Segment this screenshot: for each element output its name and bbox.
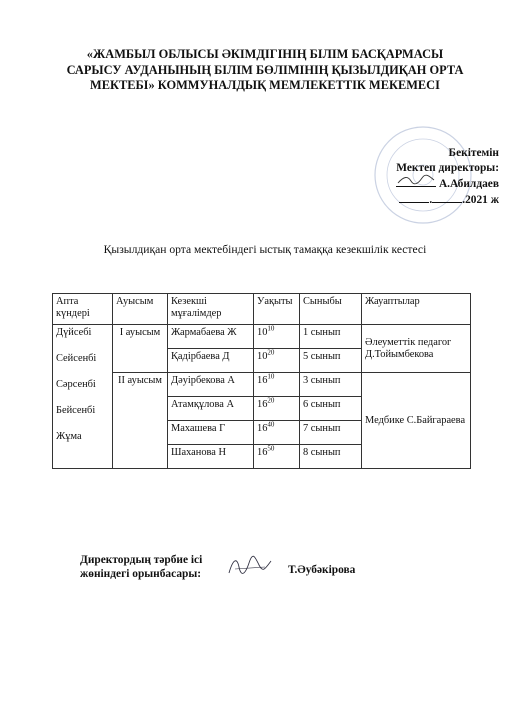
- deputy-line-2: жөніндегі орынбасары:: [80, 568, 202, 580]
- director-name: А.Абилдаев: [438, 178, 499, 190]
- approval-line-2: Мектеп директоры:: [396, 162, 499, 174]
- header-line-2: САРЫСУ АУДАНЫНЫҢ БІЛІМ БӨЛІМІНІҢ ҚЫЗЫЛДИҚАН ОРТА: [66, 62, 464, 77]
- time-cell: $10^{20}$: [254, 349, 300, 373]
- teacher-cell: Қадірбаева Д: [168, 349, 254, 373]
- teacher-cell: Жармабаева Ж: [168, 325, 254, 349]
- approval-date-suffix: .2021 ж: [462, 194, 499, 206]
- table-header-row: [53, 294, 471, 325]
- table-row: [53, 373, 471, 397]
- director-signature: [396, 176, 436, 187]
- day-friday: Жұма: [56, 431, 82, 442]
- approval-date-row: . .2021 ж: [396, 192, 499, 208]
- col-header-responsible: Жауаптылар: [362, 294, 471, 325]
- approval-block: [396, 146, 499, 208]
- col-header-days: Апта күндері: [53, 294, 113, 325]
- time-cell: $16^{20}$: [254, 397, 300, 421]
- day-thursday: Бейсенбі: [56, 405, 96, 416]
- duty-schedule-table: [52, 293, 471, 469]
- day-monday: Дүйсебі: [56, 327, 92, 338]
- time-cell: $10^{10}$: [254, 325, 300, 349]
- teacher-cell: Дәуірбекова А: [168, 373, 254, 397]
- teacher-cell: Махашева Г: [168, 421, 254, 445]
- day-wednesday: Сәрсенбі: [56, 379, 96, 390]
- teacher-cell: Атамқұлова А: [168, 397, 254, 421]
- approval-line-1: Бекітемін: [448, 147, 499, 159]
- date-blank-month: [432, 192, 462, 203]
- col-header-time: Уақыты: [254, 294, 300, 325]
- deputy-line-1: Директордың тәрбие ісі: [80, 554, 203, 566]
- header-line-1: «ЖАМБЫЛ ОБЛЫСЫ ӘКІМДІГІНІҢ БІЛІМ БАСҚАРМАСЫ: [86, 47, 444, 61]
- class-cell: 8 сынып: [300, 445, 362, 469]
- table-row: [53, 325, 471, 349]
- class-cell: 5 сынып: [300, 349, 362, 373]
- class-cell: 1 сынып: [300, 325, 362, 349]
- class-cell: 3 сынып: [300, 373, 362, 397]
- shift-1-cell: I ауысым: [113, 325, 168, 373]
- teacher-cell: Шаханова Н: [168, 445, 254, 469]
- header-line-3: МЕКТЕБІ» КОММУНАЛДЫҚ МЕМЛЕКЕТТІК МЕКЕМЕСІ: [90, 78, 440, 92]
- shift-2-cell: II ауысым: [113, 373, 168, 469]
- date-blank-day: [399, 192, 429, 203]
- col-header-class: Сыныбы: [300, 294, 362, 325]
- days-cell: [53, 325, 113, 469]
- class-cell: 7 сынып: [300, 421, 362, 445]
- document-header: [40, 47, 490, 94]
- responsible-1-cell: Әлеуметтік педагог Д.Тойымбекова: [362, 325, 471, 373]
- col-header-teachers: Кезекші мұғалімдер: [168, 294, 254, 325]
- responsible-2-cell: Медбике С.Байгараева: [362, 373, 471, 469]
- day-tuesday: Сейсенбі: [56, 353, 97, 364]
- col-header-shift: Ауысым: [113, 294, 168, 325]
- class-cell: 6 сынып: [300, 397, 362, 421]
- deputy-name: Т.Әубәкірова: [288, 564, 356, 576]
- approval-signature-row: [396, 176, 499, 192]
- deputy-block: [80, 553, 202, 581]
- time-cell: $16^{40}$: [254, 421, 300, 445]
- time-cell: $16^{10}$: [254, 373, 300, 397]
- deputy-signature: [225, 553, 275, 579]
- time-cell: $16^{50}$: [254, 445, 300, 469]
- schedule-title: Қызылдиқан орта мектебіндегі ыстық тамаққа кезекшілік кестесі: [103, 243, 427, 256]
